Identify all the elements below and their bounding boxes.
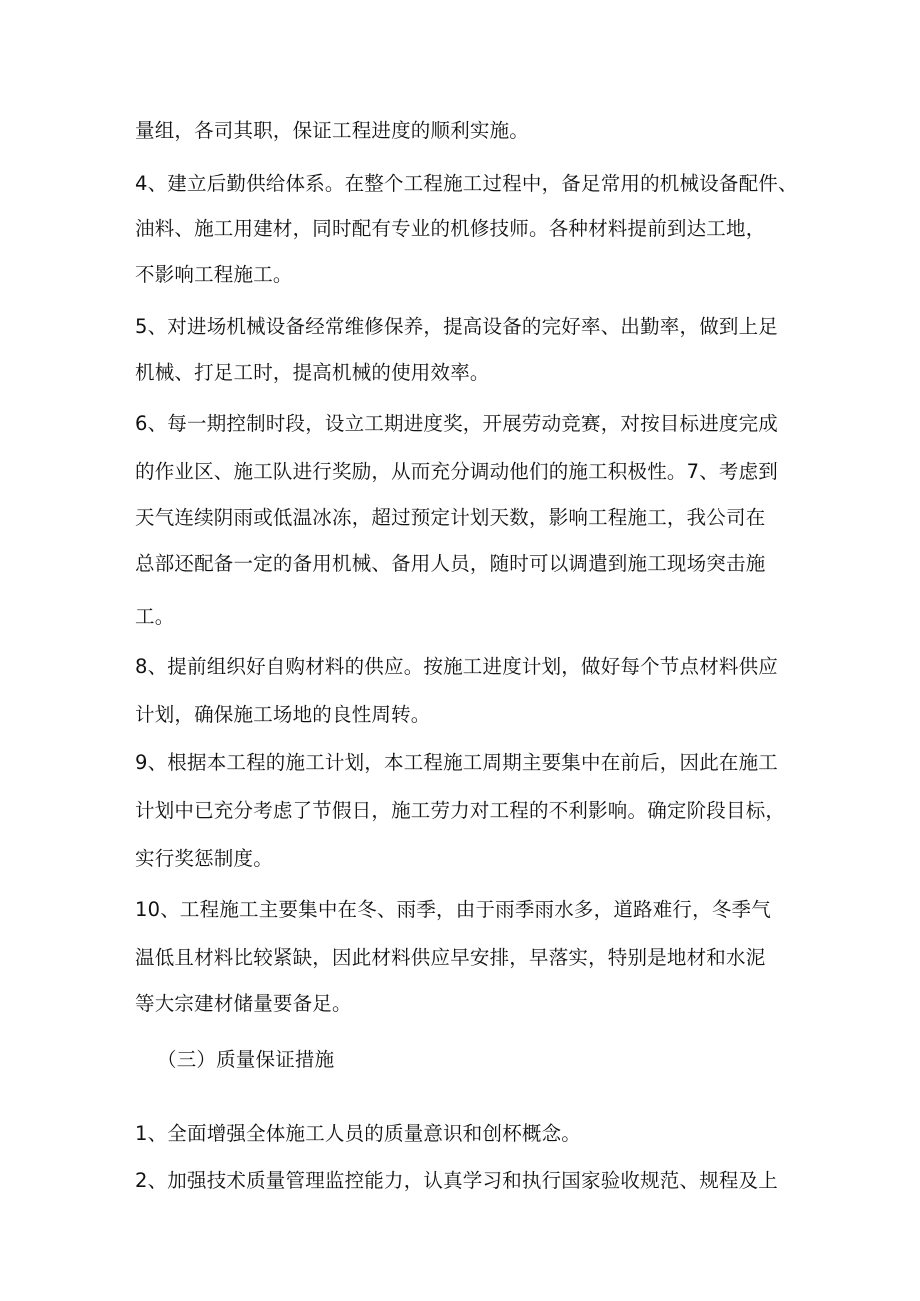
text-line: 总部还配备一定的备用机械、备用人员，随时可以调遣到施工现场突击施 xyxy=(135,552,766,575)
text-line: 机械、打足工时，提高机械的使用效率。 xyxy=(135,361,490,384)
text-line: 计划中已充分考虑了节假日，施工劳力对工程的不利影响。确定阶段目标， xyxy=(135,799,786,822)
text-line: 8、提前组织好自购材料的供应。按施工进度计划，做好每个节点材料供应 xyxy=(135,655,779,678)
text-line: 10、工程施工主要集中在冬、雨季，由于雨季雨水多，道路难行，冬季气 xyxy=(135,898,771,921)
section-heading: （三）质量保证措施 xyxy=(157,1048,335,1071)
text-line: 量组，各司其职，保证工程进度的顺利实施。 xyxy=(135,119,530,142)
text-line: 的作业区、施工队进行奖励，从而充分调动他们的施工积极性。7、考虑到 xyxy=(135,460,779,483)
text-line: 工。 xyxy=(135,605,175,628)
text-line: 4、建立后勤供给体系。在整个工程施工过程中，备足常用的机械设备配件、 xyxy=(135,172,798,195)
text-line: 实行奖惩制度。 xyxy=(135,847,273,870)
text-line: 1、全面增强全体施工人员的质量意识和创杯概念。 xyxy=(135,1122,582,1145)
text-line: 2、加强技术质量管理监控能力，认真学习和执行国家验收规范、规程及上 xyxy=(135,1169,779,1192)
text-line: 计划，确保施工场地的良性周转。 xyxy=(135,703,431,726)
text-line: 天气连续阴雨或低温冰冻，超过预定计划天数，影响工程施工，我公司在 xyxy=(135,506,766,529)
text-line: 5、对进场机械设备经常维修保养，提高设备的完好率、出勤率，做到上足 xyxy=(135,315,779,338)
text-line: 油料、施工用建材，同时配有专业的机修技师。各种材料提前到达工地， xyxy=(135,217,766,240)
text-line: 不影响工程施工。 xyxy=(135,263,293,286)
text-line: 温低且材料比较紧缺，因此材料供应早安排，早落实，特别是地材和水泥 xyxy=(135,946,766,969)
text-line: 6、每一期控制时段，设立工期进度奖，开展劳动竞赛，对按目标进度完成 xyxy=(135,412,779,435)
text-line: 9、根据本工程的施工计划，本工程施工周期主要集中在前后，因此在施工 xyxy=(135,751,779,774)
text-line: 等大宗建材储量要备足。 xyxy=(135,992,352,1015)
